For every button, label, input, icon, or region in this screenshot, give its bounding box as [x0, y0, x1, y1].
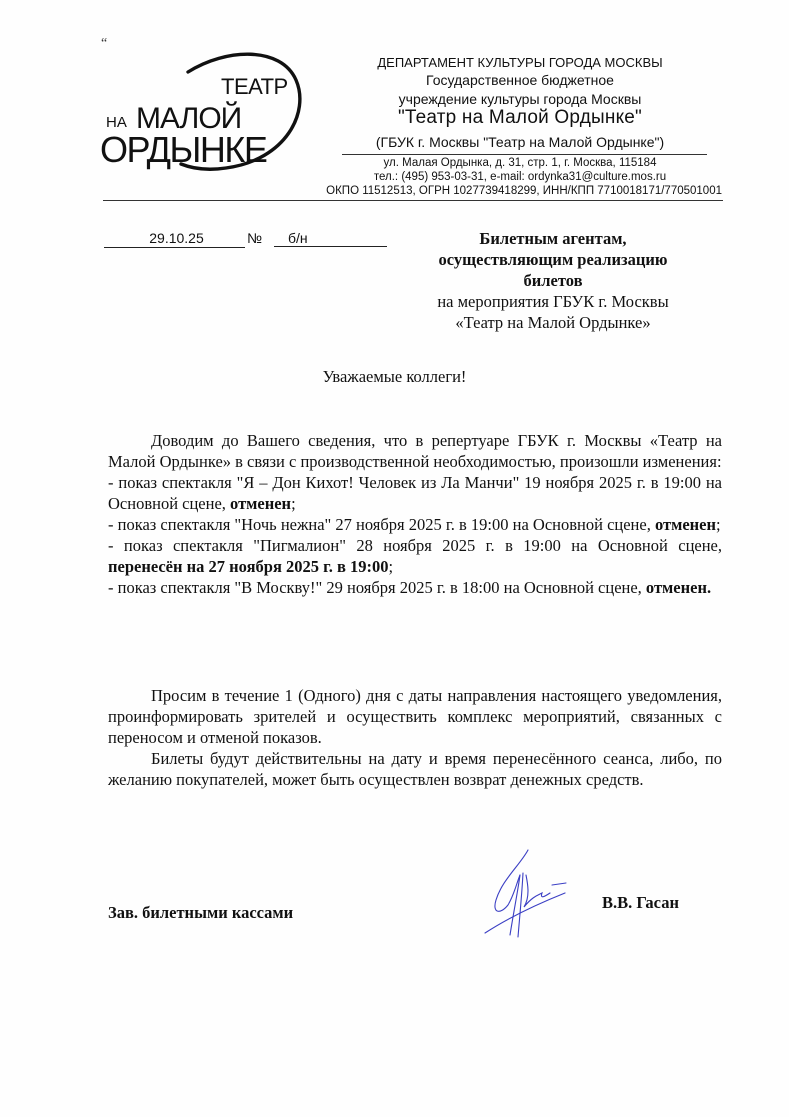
validity-paragraph: Билеты будут действительны на дату и время перенесённого сеанса, либо, по желанию покупателей, может быть осуществлен возврат денежных средств. — [108, 749, 722, 789]
institution-type-line1: Государственное бюджетное — [426, 72, 614, 88]
intro-paragraph: Доводим до Вашего сведения, что в репертуаре ГБУК г. Москвы «Театр на Малой Ордынке» в связи с производственной необходимостью, произошли изменения: — [108, 431, 722, 471]
addressee-line: билетов — [523, 271, 583, 290]
request-paragraph: Просим в течение 1 (Одного) дня с даты направления настоящего уведомления, проинформировать зрителей и осуществить комплекс мероприятий, связанных с переносом и отменой показов. — [108, 686, 722, 747]
addressee-line: «Театр на Малой Ордынке» — [455, 313, 651, 332]
change-item — [108, 535, 722, 577]
change-item-text: - показ спектакля "Пигмалион" 28 ноября 2025 г. в 19:00 на Основной сцене, — [108, 536, 722, 555]
signer-title: Зав. билетными кассами — [108, 903, 294, 922]
theatre-logo — [96, 50, 336, 175]
handwritten-signature — [480, 845, 580, 940]
signer-name: В.В. Гасан — [602, 893, 679, 912]
header-divider-top — [342, 154, 707, 155]
theatre-short-name: (ГБУК г. Москвы "Театр на Малой Ордынке") — [375, 134, 665, 150]
change-item-end: ; — [716, 515, 721, 534]
letter-date: 29.10.25 — [104, 229, 245, 248]
logo-text-teatr: ТЕАТР — [221, 74, 288, 99]
number-sign: № — [247, 230, 263, 246]
change-item-status: отменен. — [645, 578, 712, 597]
change-item-status: перенесён на 27 ноября 2025 г. в 19:00 — [108, 557, 389, 576]
closing-paragraphs — [108, 685, 722, 790]
institution-type-line2: учреждение культуры города Москвы — [398, 91, 642, 107]
addressee-line: Билетным агентам, — [479, 229, 627, 248]
letter-body — [108, 430, 722, 598]
addressee-line: на мероприятия ГБУК г. Москвы — [437, 292, 669, 311]
stray-quote-mark: “ — [101, 36, 108, 51]
change-item-text: - показ спектакля "В Москву!" 29 ноября 2025 г. в 18:00 на Основной сцене, — [108, 578, 646, 597]
theatre-name: "Театр на Малой Ордынке" — [397, 107, 643, 128]
change-item — [108, 472, 722, 514]
postal-address: ул. Малая Ордынка, д. 31, стр. 1, г. Москва, 115184 — [383, 157, 657, 169]
header-divider-bottom — [103, 200, 723, 201]
logo-text-ordynke: ОРДЫНКЕ — [100, 129, 267, 170]
addressee-line: осуществляющим реализацию — [438, 250, 668, 269]
change-item — [108, 514, 722, 535]
change-item-end: ; — [291, 494, 296, 513]
change-item-end: ; — [388, 557, 394, 576]
logo-text-maloy: МАЛОЙ — [136, 102, 242, 135]
contact-info: тел.: (495) 953-03-31, e-mail: ordynka31@culture.mos.ru — [373, 171, 667, 183]
change-item-text: - показ спектакля "Ночь нежна" 27 ноября 2025 г. в 19:00 на Основной сцене, — [108, 515, 655, 534]
registry-codes: ОКПО 11512513, ОГРН 1027739418299, ИНН/КПП 7710018171/770501001 — [326, 185, 722, 197]
logo-text-na: НА — [106, 114, 127, 131]
change-item-status: отменен — [230, 494, 292, 513]
change-item — [108, 577, 722, 598]
greeting: Уважаемые коллеги! — [322, 367, 467, 386]
department-name: ДЕПАРТАМЕНТ КУЛЬТУРЫ ГОРОДА МОСКВЫ — [377, 55, 663, 70]
change-item-text: - показ спектакля "Я – Дон Кихот! Человек из Ла Манчи" 19 ноября 2025 г. в 19:00 на Основной сцене, — [108, 473, 722, 513]
change-item-status: отменен — [654, 515, 716, 534]
letter-number: б/н — [274, 229, 387, 247]
addressee-block — [395, 228, 711, 333]
